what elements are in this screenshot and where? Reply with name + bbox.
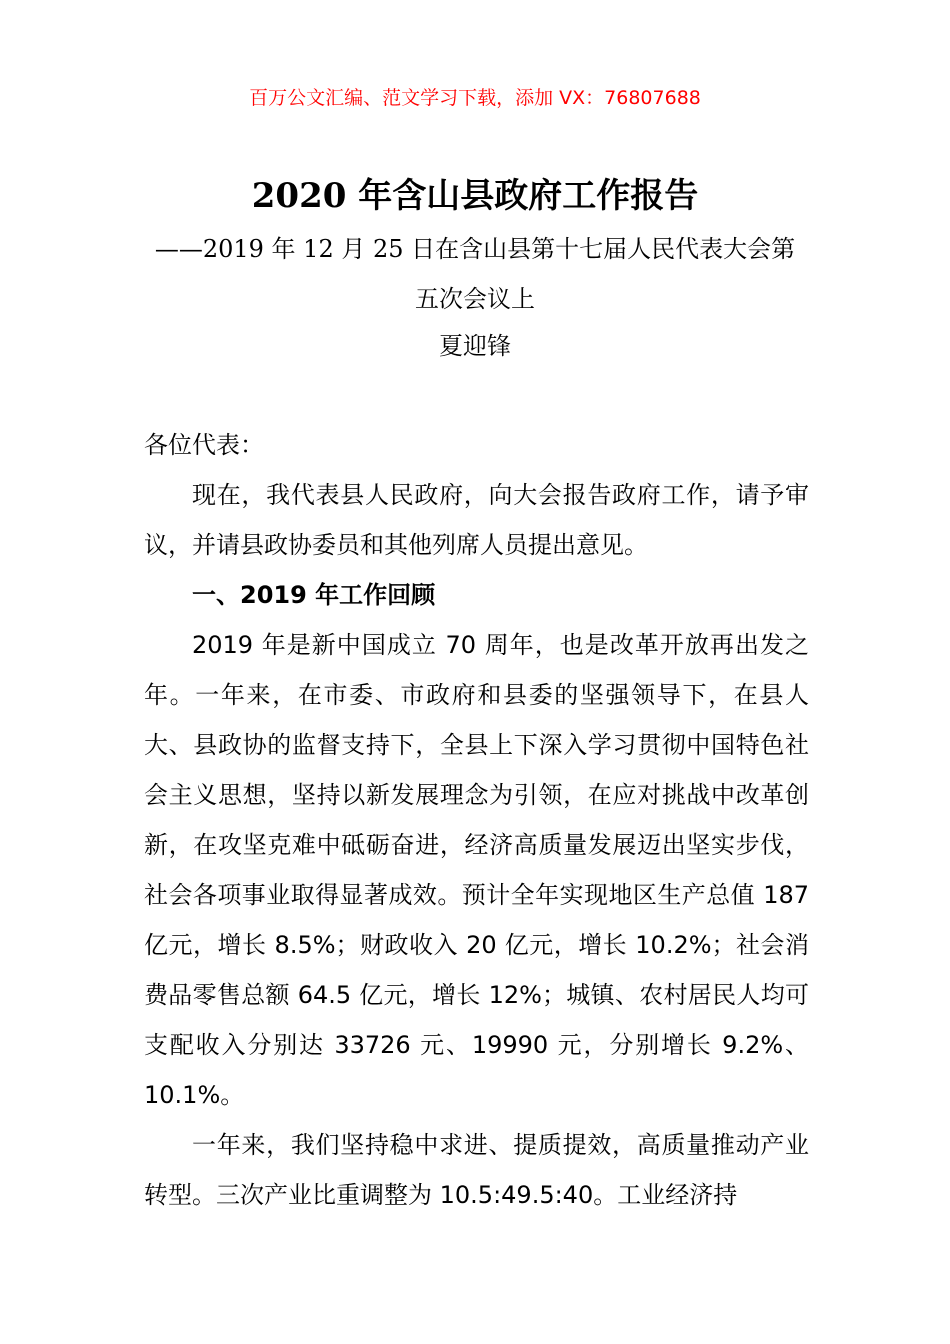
paragraph-intro: 现在，我代表县人民政府，向大会报告政府工作，请予审议，并请县政协委员和其他列席人员提出意见。 [144,481,809,559]
watermark-text: 百万公文汇编、范文学习下载，添加 VX：76807688 [249,87,701,109]
document-subtitle: ——2019 年 12 月 25 日在含山县第十七届人民代表大会第五次会议上 [154,235,796,313]
document-body [144,420,809,1220]
document-author: 夏迎锋 [439,332,511,360]
salutation: 各位代表： [144,431,264,459]
paragraph-industry: 一年来，我们坚持稳中求进、提质提效，高质量推动产业转型。三次产业比重调整为 10.5:49.5:40。工业经济持 [144,1131,809,1209]
section-heading: 一、2019 年工作回顾 [192,581,436,609]
document-title: 2020 年含山县政府工作报告 [251,176,699,216]
paragraph-review: 2019 年是新中国成立 70 周年，也是改革开放再出发之年。一年来，在市委、市政府和县委的坚强领导下，在县人大、县政协的监督支持下，全县上下深入学习贯彻中国特色社会主义思想，坚持以新发展理念为引领，在应对挑战中改革创新，在攻坚克难中砥砺奋进，经济高质量发展迈出坚实步伐，社会各项事业取得显著成效。预计全年实现地区生产总值 187 亿元，增长 8.5%；财政收入 20 亿元，增长 10.2%；社会消费品零售总额 64.5 亿元，增长 12%；城镇、农村居民人均可支配收入分别达 33726 元、19990 元，分别增长 9.2%、10.1%。 [144,631,809,1109]
